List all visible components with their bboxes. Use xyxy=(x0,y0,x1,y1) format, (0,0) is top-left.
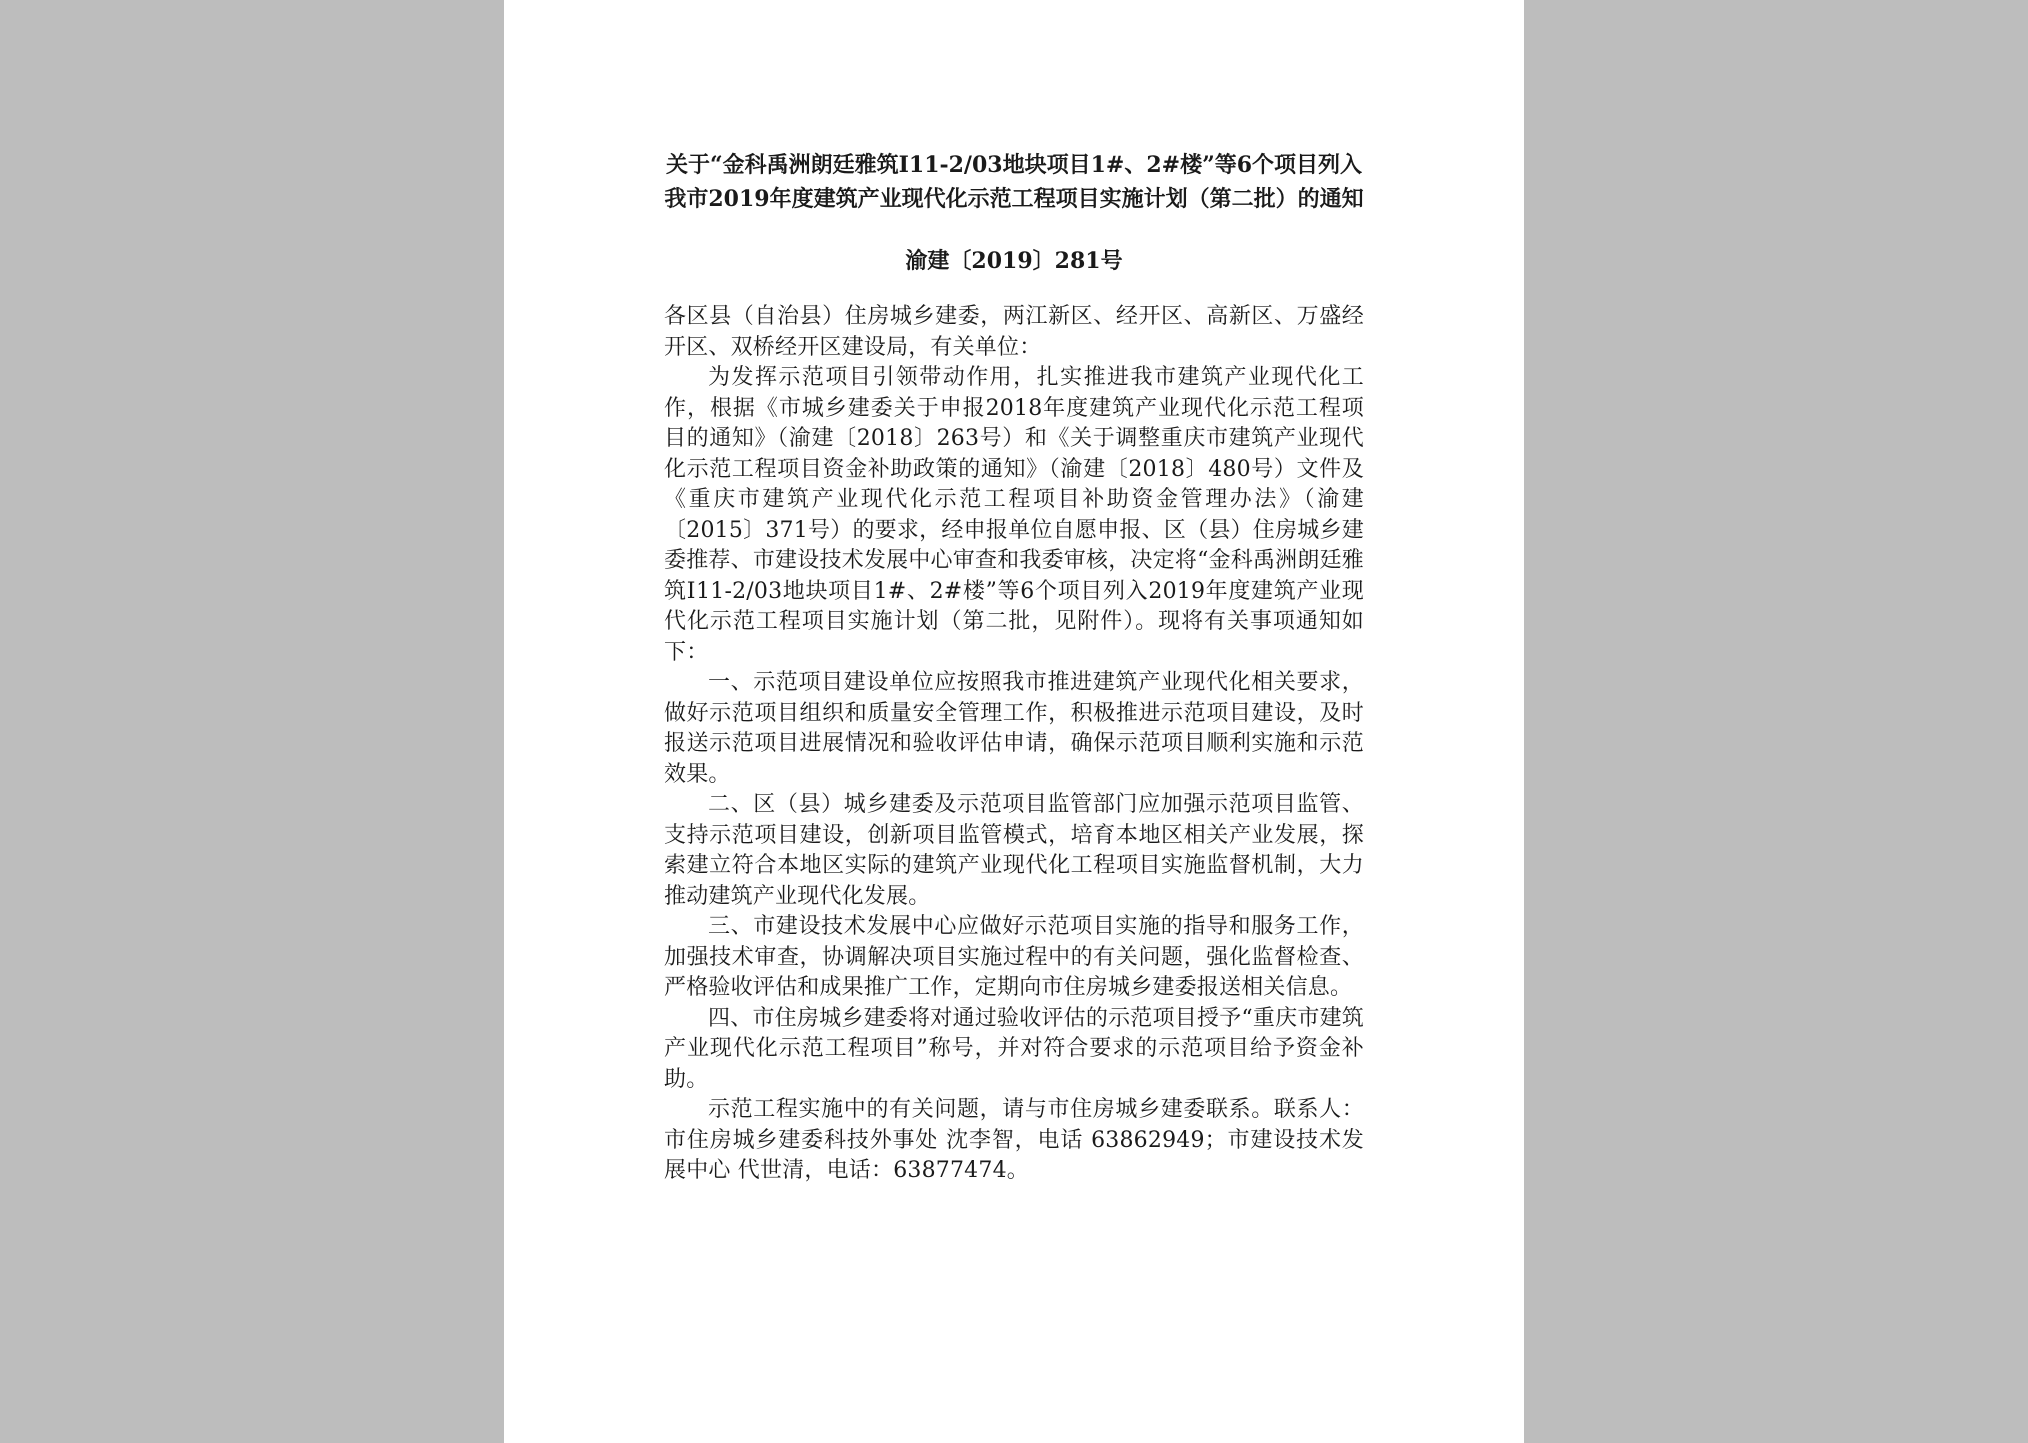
paragraph-item-3: 三、市建设技术发展中心应做好示范项目实施的指导和服务工作，加强技术审查，协调解决项目实施过程中的有关问题，强化监督检查、严格验收评估和成果推广工作，定期向市住房城乡建委报送相关信息。 xyxy=(664,914,1364,1000)
document-number: 渝建〔2019〕281号 xyxy=(905,248,1123,274)
paragraph-item-4: 四、市住房城乡建委将对通过验收评估的示范项目授予“重庆市建筑产业现代化示范工程项目”称号，并对符合要求的示范项目给予资金补助。 xyxy=(664,1005,1364,1092)
document-title: 关于“金科禹洲朗廷雅筑Ⅰ11-2/03地块项目1#、2#楼”等6个项目列入我市2019年度建筑产业现代化示范工程项目实施计划（第二批）的通知 xyxy=(664,152,1364,212)
addressee: 各区县（自治县）住房城乡建委，两江新区、经开区、高新区、万盛经开区、双桥经开区建设局，有关单位： xyxy=(664,304,1364,360)
document-content xyxy=(664,148,1364,1187)
paragraph-intro: 为发挥示范项目引领带动作用，扎实推进我市建筑产业现代化工作，根据《市城乡建委关于申报2018年度建筑产业现代化示范工程项目的通知》（渝建〔2018〕263号）和《关于调整重庆市建筑产业现代化示范工程项目资金补助政策的通知》（渝建〔2018〕480号）文件及《重庆市建筑产业现代化示范工程项目补助资金管理办法》（渝建〔2015〕371号）的要求，经申报单位自愿申报、区（县）住房城乡建委推荐、市建设技术发展中心审查和我委审核，决定将“金科禹洲朗廷雅筑Ⅰ11-2/03地块项目1#、2#楼”等6个项目列入2019年度建筑产业现代化示范工程项目实施计划（第二批，见附件）。现将有关事项通知如下： xyxy=(664,365,1364,665)
paragraph-contact: 示范工程实施中的有关问题，请与市住房城乡建委联系。联系人：市住房城乡建委科技外事处 沈李智，电话 63862949；市建设技术发展中心 代世清，电话：63877474。 xyxy=(664,1097,1364,1183)
document-page xyxy=(504,0,1524,1443)
paragraph-item-1: 一、示范项目建设单位应按照我市推进建筑产业现代化相关要求，做好示范项目组织和质量安全管理工作，积极推进示范项目建设，及时报送示范项目进展情况和验收评估申请，确保示范项目顺利实施和示范效果。 xyxy=(664,670,1364,787)
paragraph-item-2: 二、区（县）城乡建委及示范项目监管部门应加强示范项目监管、支持示范项目建设，创新项目监管模式，培育本地区相关产业发展，探索建立符合本地区实际的建筑产业现代化工程项目实施监督机制，大力推动建筑产业现代化发展。 xyxy=(664,792,1364,909)
document-body xyxy=(664,302,1364,1187)
